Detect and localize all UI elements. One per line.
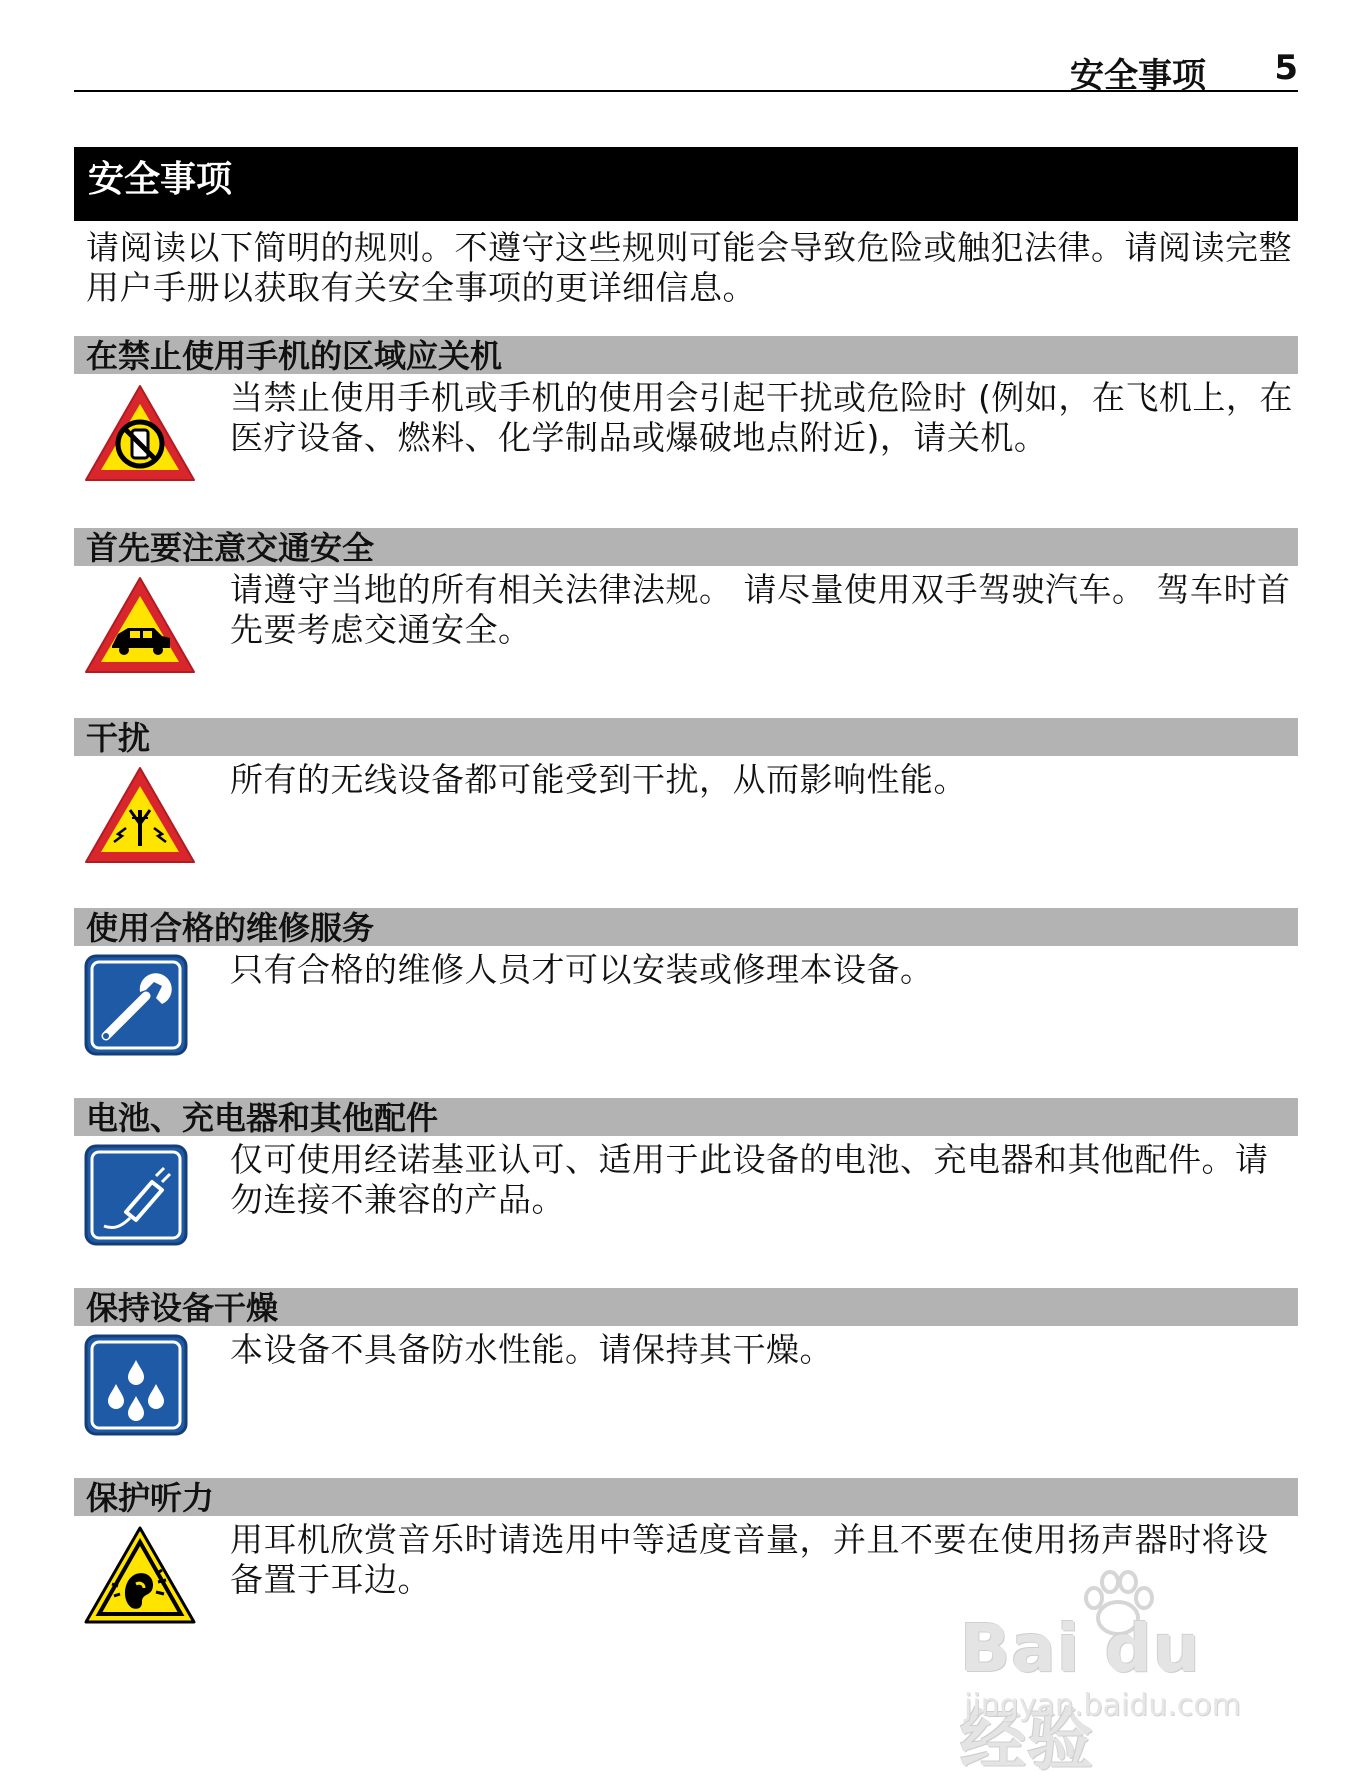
interference-warning-icon bbox=[82, 762, 198, 868]
section-heading-bar bbox=[74, 336, 1298, 374]
safety-section bbox=[74, 908, 1298, 1086]
safety-section bbox=[74, 1288, 1298, 1466]
page-number: 5 bbox=[1274, 48, 1298, 88]
section-heading: 干扰 bbox=[86, 719, 151, 757]
watermark-url: jingyan.baidu.com bbox=[964, 1688, 1241, 1723]
section-heading-bar bbox=[74, 1288, 1298, 1326]
safety-section bbox=[74, 718, 1298, 896]
section-text: 只有合格的维修人员才可以安装或修理本设备。 bbox=[230, 950, 934, 989]
section-heading: 保护听力 bbox=[86, 1479, 215, 1517]
water-drops-icon bbox=[82, 1332, 198, 1438]
intro-paragraph: 请阅读以下简明的规则。不遵守这些规则可能会导致危险或触犯法律。请阅读完整用户手册以获取有关安全事项的更详细信息。 bbox=[86, 228, 1292, 307]
charger-plug-icon bbox=[82, 1142, 198, 1248]
wrench-icon bbox=[82, 952, 198, 1058]
section-text: 当禁止使用手机或手机的使用会引起干扰或危险时 (例如，在飞机上，在医疗设备、燃料、化学制品或爆破地点附近)，请关机。 bbox=[230, 378, 1293, 457]
section-heading-bar bbox=[74, 908, 1298, 946]
safety-section bbox=[74, 336, 1298, 514]
baidu-watermark bbox=[960, 1568, 1290, 1779]
section-heading-bar bbox=[74, 1478, 1298, 1516]
section-heading-bar bbox=[74, 718, 1298, 756]
section-heading-bar bbox=[74, 528, 1298, 566]
hearing-warning-icon bbox=[82, 1522, 198, 1628]
watermark-brand: Bai du 经验 bbox=[960, 1610, 1201, 1779]
section-text: 本设备不具备防水性能。请保持其干燥。 bbox=[230, 1330, 833, 1369]
section-text: 所有的无线设备都可能受到干扰，从而影响性能。 bbox=[230, 760, 967, 799]
car-warning-icon bbox=[82, 572, 198, 678]
section-heading-bar bbox=[74, 1098, 1298, 1136]
section-heading: 使用合格的维修服务 bbox=[86, 909, 375, 947]
safety-section bbox=[74, 528, 1298, 706]
running-head-title: 安全事项 bbox=[1070, 56, 1206, 96]
no-phone-warning-icon bbox=[82, 380, 198, 486]
running-head bbox=[74, 44, 1298, 96]
section-text: 仅可使用经诺基亚认可、适用于此设备的电池、充电器和其他配件。请勿连接不兼容的产品。 bbox=[230, 1140, 1269, 1219]
section-heading: 保持设备干燥 bbox=[86, 1289, 279, 1327]
section-heading: 在禁止使用手机的区域应关机 bbox=[86, 337, 503, 375]
section-heading: 电池、充电器和其他配件 bbox=[86, 1099, 439, 1137]
section-text: 用耳机欣赏音乐时请选用中等适度音量，并且不要在使用扬声器时将设备置于耳边。 bbox=[230, 1520, 1269, 1599]
section-heading: 首先要注意交通安全 bbox=[86, 529, 375, 567]
chapter-title-bar bbox=[74, 147, 1298, 221]
chapter-title: 安全事项 bbox=[88, 159, 233, 200]
safety-section bbox=[74, 1098, 1298, 1276]
section-text: 请遵守当地的所有相关法律法规。 请尽量使用双手驾驶汽车。 驾车时首先要考虑交通安全。 bbox=[230, 570, 1291, 649]
